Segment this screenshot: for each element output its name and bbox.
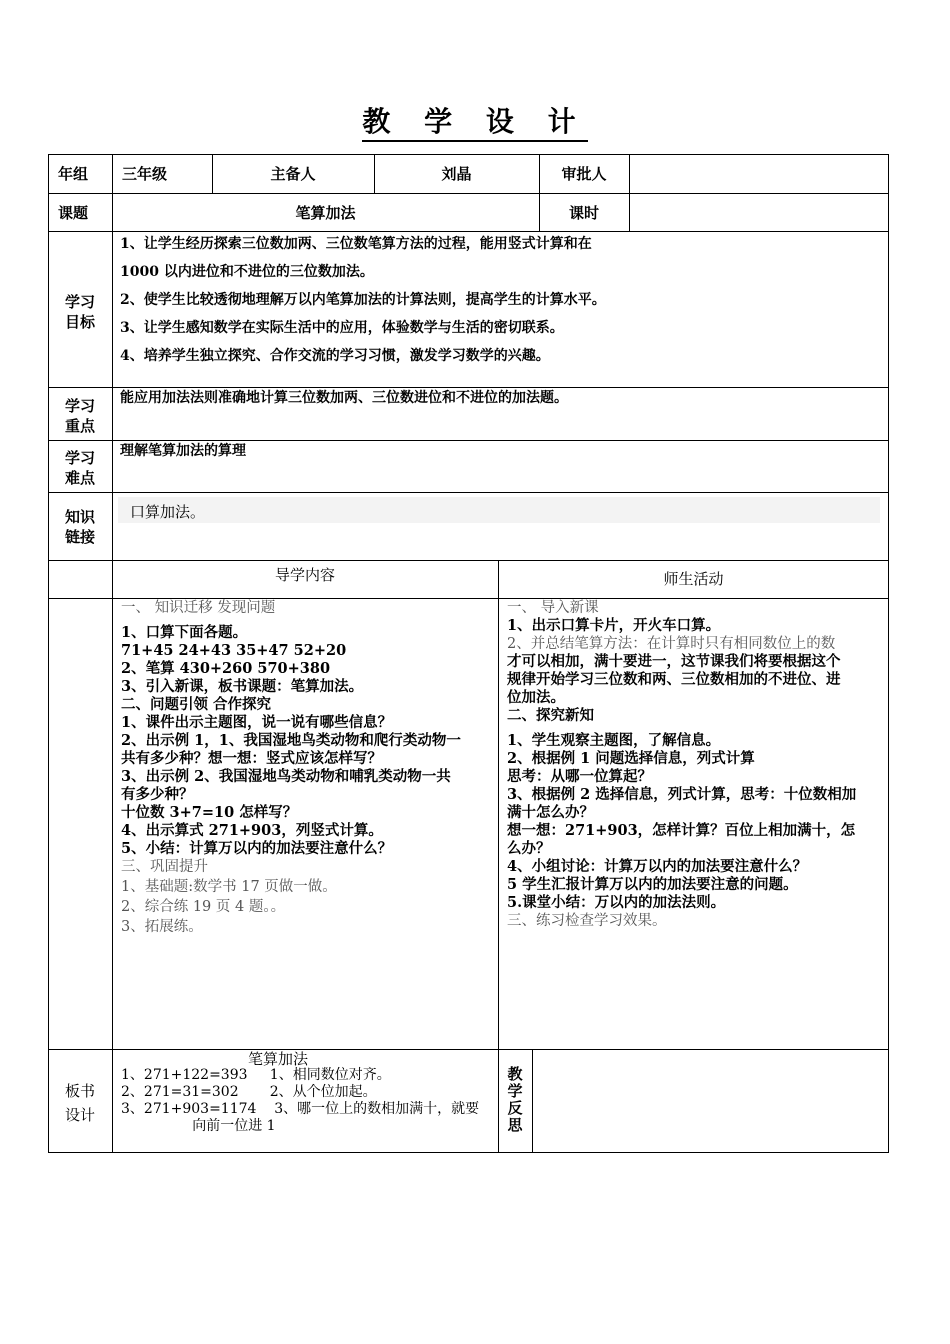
difficulty-text: 理解笔算加法的算理: [120, 443, 246, 459]
knowledge-link-label: 知识 链接: [64, 508, 95, 546]
topic-value: 笔算加法: [295, 204, 356, 222]
knowledge-link-shade: [118, 497, 880, 523]
preparer-value: 刘晶: [441, 165, 472, 183]
approver-label: 审批人: [561, 165, 607, 183]
board-content: 1、271+122=393 1、相同数位对齐。 2、271=31=302 2、从个位加起。 3、271+903=1174 3、哪一位上的数相加满十，就要 向前一位进 1: [121, 1067, 480, 1134]
goals-label: 学习 目标: [64, 293, 95, 331]
guide-column-header: 导学内容: [274, 566, 335, 584]
board-design-label: 板书 设计: [64, 1082, 95, 1124]
board-title: 笔算加法: [248, 1050, 309, 1068]
guide-content: 一、 知识迁移 发现问题 1、口算下面各题。 71+45 24+43 35+47 52+20 2、笔算 430+260 570+380 3、引入新课，板书课题：笔算加法。 二、问题引领 合作探究 1、课件出示主题图，说一说有哪些信息？ 2、出示例 1，1、我国湿地鸟类动物和爬行类动物一 共有多少种？想一想：竖式应该怎样写？ 3、出示例 2、我国湿地鸟类动物和哺乳类动物一共 有多少种？ 十位数 3+7=10 怎样写？ 4、出示算式 271+903，列竖式计算。 5、小结：计算万以内的加法要注意什么？ 三、巩固提升 1、基础题:数学书 17 页做一做。 2、综合练 19 页 4 题。。 3、拓展练。: [121, 600, 461, 935]
reflection-label: 教 学 反 思: [507, 1065, 523, 1134]
goal-line: 3、让学生感知数学在实际生活中的应用，体验数学与生活的密切联系。: [120, 320, 564, 336]
teacher-student-activities: 一、 导入新课 1、出示口算卡片，开火车口算。 2、并总结笔算方法：在计算时只有相同数位上的数 才可以相加，满十要进一，这节课我们将要根据这个 规律开始学习三位数和两、三位数相加的不进位、进 位加法。 二、探究新知 1、学生观察主题图，了解信息。 2、根据例 1 问题选择信息，列式计算 思考：从哪一位算起？ 3、根据例 2 选择信息，列式计算，思考：十位数相加 满十怎么办？ 想一想：271+903，怎样计算？百位上相加满十，怎 么办？ 4、小组讨论：计算万以内的加法要注意什么？ 5 学生汇报计算万以内的加法要注意的问题。 5.课堂小结：万以内的加法法则。 三、练习检查学习效果。: [507, 600, 857, 929]
period-label: 课时: [568, 204, 599, 222]
key-points-label: 学习 重点: [64, 397, 95, 435]
activity-column-header: 师生活动: [663, 570, 724, 588]
difficulty-label: 学习 难点: [64, 449, 95, 487]
goal-line: 4、培养学生独立探究、合作交流的学习习惯，激发学习数学的兴趣。: [120, 348, 550, 364]
knowledge-link-text: 口算加法。: [130, 503, 206, 521]
topic-label: 课题: [58, 204, 89, 222]
goal-line: 2、使学生比较透彻地理解万以内笔算加法的计算法则，提高学生的计算水平。: [120, 292, 606, 308]
key-points-text: 能应用加法法则准确地计算三位数加两、三位数进位和不进位的加法题。: [120, 390, 568, 406]
preparer-label: 主备人: [270, 165, 316, 183]
goal-line: 1、让学生经历探索三位数加两、三位数笔算方法的过程，能用竖式计算和在: [120, 236, 592, 252]
grade-value: 三年级: [122, 165, 168, 183]
page-title: 教 学 设 计: [0, 100, 950, 140]
grade-label: 年组: [58, 165, 89, 183]
goal-line: 1000 以内进位和不进位的三位数加法。: [120, 264, 374, 280]
